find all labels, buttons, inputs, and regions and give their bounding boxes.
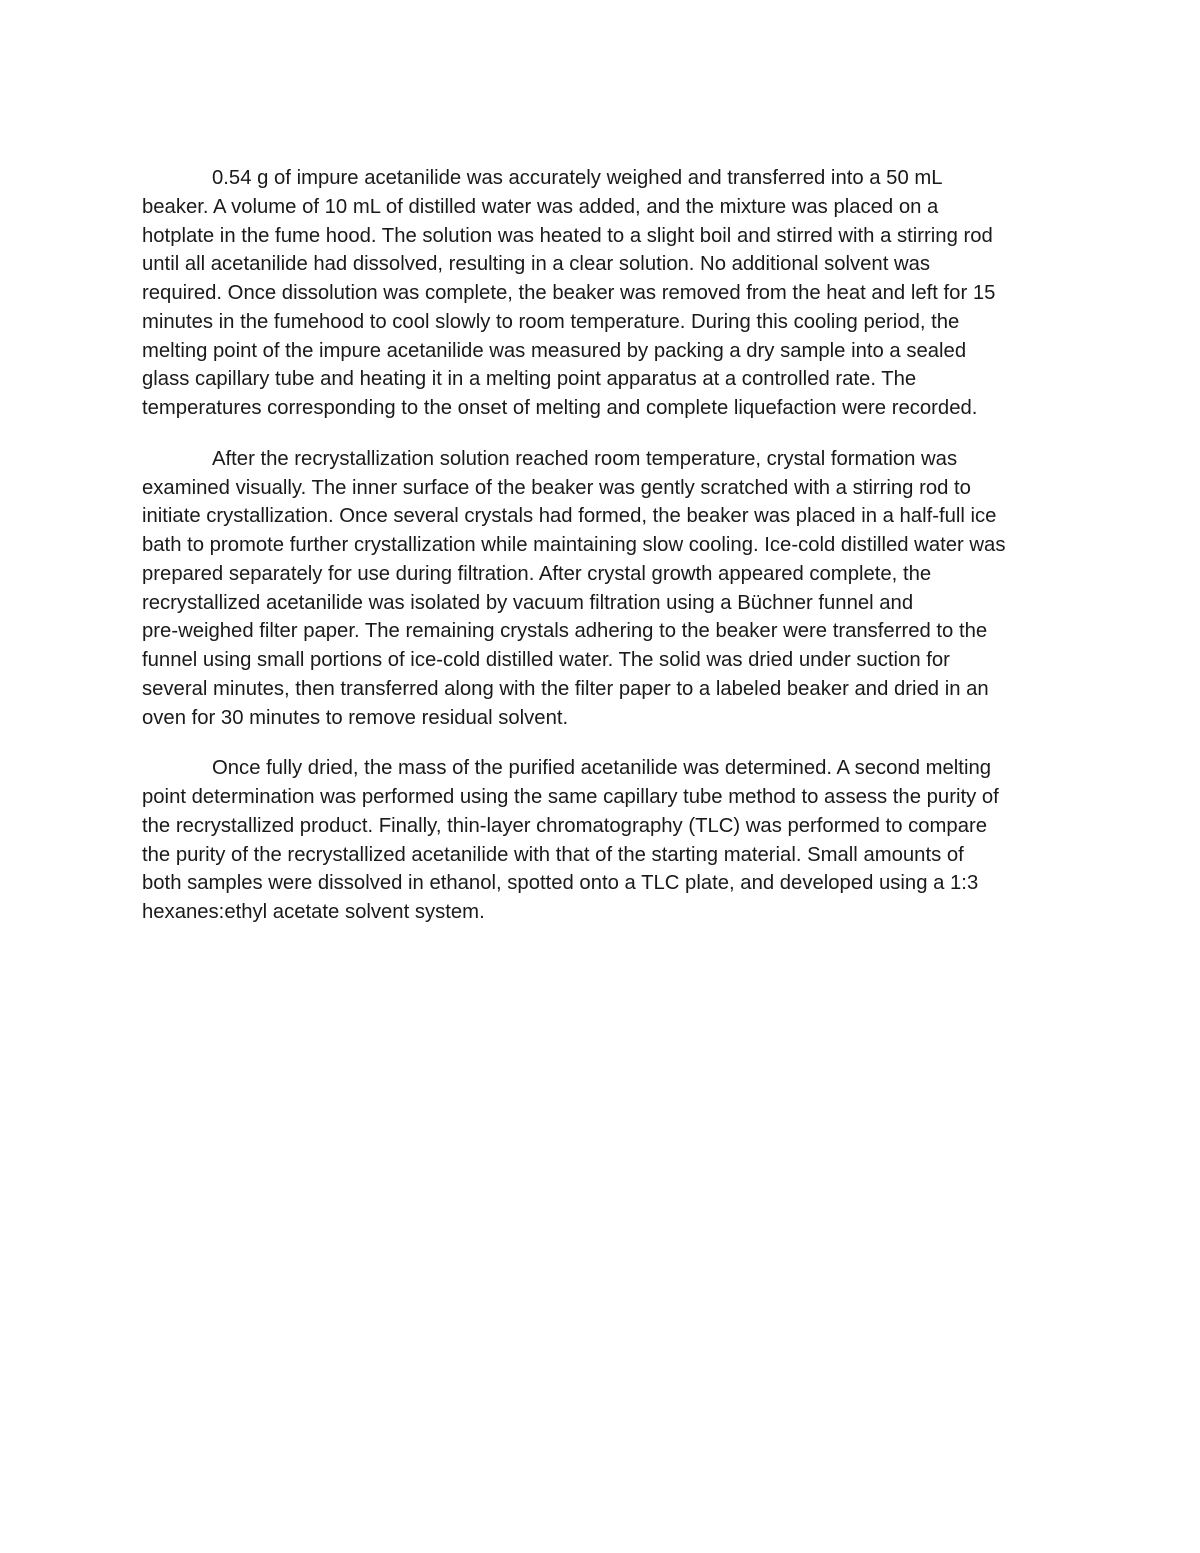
paragraph-procedure-crystallization xyxy=(142,445,1072,733)
paragraph-line: Once fully dried, the mass of the purified acetanilide was determined. A second melting xyxy=(212,757,992,780)
paragraph-line: melting point of the impure acetanilide was measured by packing a dry sample into a sealed xyxy=(142,339,967,362)
paragraph-line: initiate crystallization. Once several crystals had formed, the beaker was placed in a half-full ice xyxy=(142,505,997,528)
paragraph-line: After the recrystallization solution reached room temperature, crystal formation was xyxy=(212,447,958,470)
paragraph-line: minutes in the fumehood to cool slowly to room temperature. During this cooling period, the xyxy=(142,310,960,333)
paragraph-line: temperatures corresponding to the onset of melting and complete liquefaction were recorded. xyxy=(142,397,978,419)
paragraph-line: prepared separately for use during filtration. After crystal growth appeared complete, the xyxy=(142,562,932,585)
paragraph-line: recrystallized acetanilide was isolated by vacuum filtration using a Büchner funnel and xyxy=(142,591,914,614)
paragraph-line: glass capillary tube and heating it in a melting point apparatus at a controlled rate. The xyxy=(142,368,917,391)
paragraph-line: point determination was performed using the same capillary tube method to assess the purity of xyxy=(142,786,999,808)
paragraph-line: bath to promote further crystallization while maintaining slow cooling. Ice-cold distilled water was xyxy=(142,534,1006,556)
document-body xyxy=(142,164,1072,949)
paragraph-line: required. Once dissolution was complete, the beaker was removed from the heat and left for 15 xyxy=(142,282,996,304)
paragraph-line: pre-weighed filter paper. The remaining crystals adhering to the beaker were transferred to the xyxy=(142,620,988,643)
paragraph-line: until all acetanilide had dissolved, resulting in a clear solution. No additional solvent was xyxy=(142,253,931,276)
paragraph-line: oven for 30 minutes to remove residual solvent. xyxy=(142,706,569,729)
paragraph-line: hotplate in the fume hood. The solution was heated to a slight boil and stirred with a stirring rod xyxy=(142,224,993,247)
paragraph-line: hexanes:ethyl acetate solvent system. xyxy=(142,901,485,923)
paragraph-line: examined visually. The inner surface of the beaker was gently scratched with a stirring rod to xyxy=(142,476,971,499)
paragraph-line: 0.54 g of impure acetanilide was accurately weighed and transferred into a 50 mL xyxy=(212,167,943,189)
paragraph-line: several minutes, then transferred along with the filter paper to a labeled beaker and dried in an xyxy=(142,677,989,700)
paragraph-procedure-analysis xyxy=(142,754,1072,927)
paragraph-line: the recrystallized product. Finally, thin-layer chromatography (TLC) was performed to compare xyxy=(142,814,988,837)
paragraph-procedure-dissolution xyxy=(142,164,1072,423)
paragraph-line: beaker. A volume of 10 mL of distilled water was added, and the mixture was placed on a xyxy=(142,195,939,218)
paragraph-line: the purity of the recrystallized acetanilide with that of the starting material. Small amounts of xyxy=(142,843,964,866)
paragraph-line: funnel using small portions of ice-cold distilled water. The solid was dried under suction for xyxy=(142,649,950,671)
paragraph-line: both samples were dissolved in ethanol, spotted onto a TLC plate, and developed using a 1:3 xyxy=(142,872,979,895)
